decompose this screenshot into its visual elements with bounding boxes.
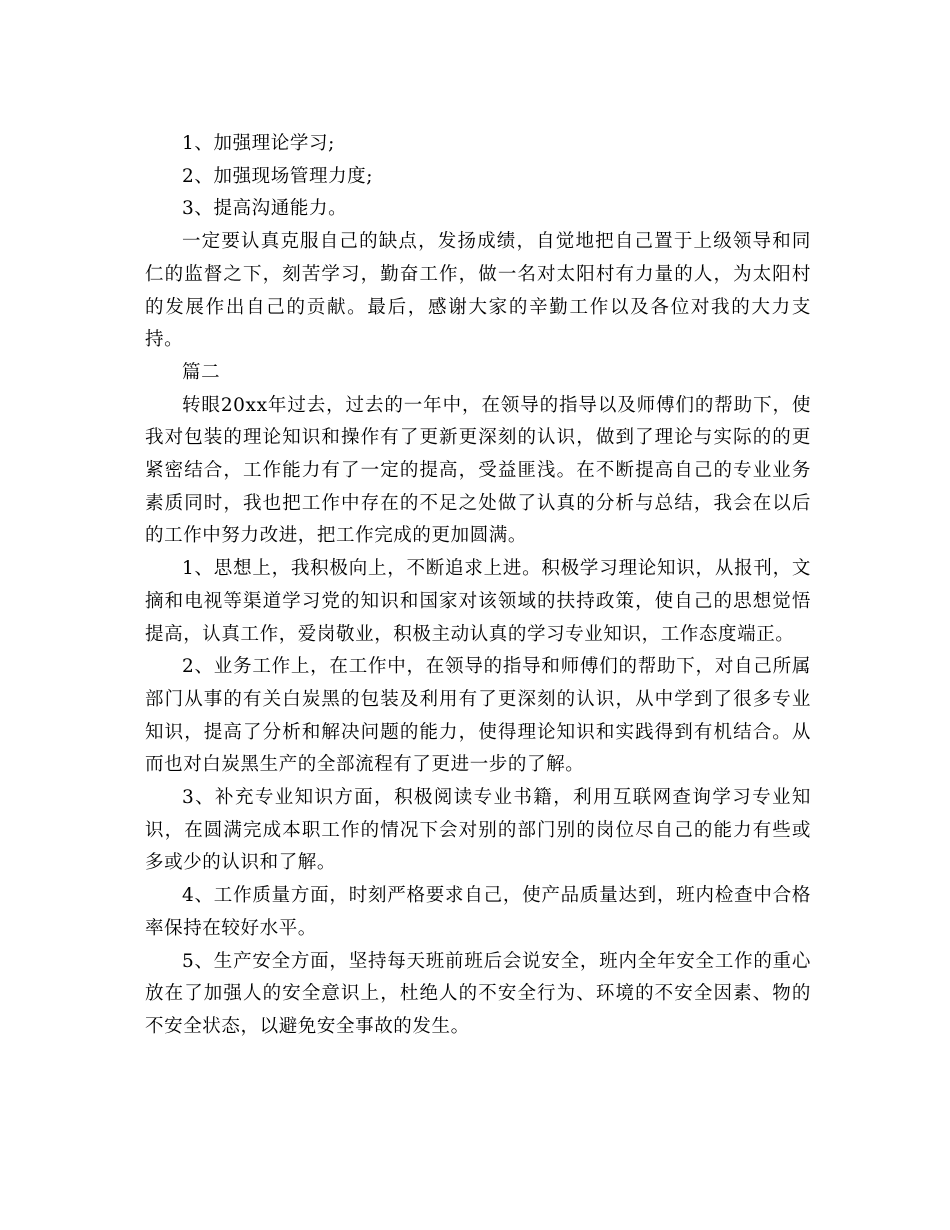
list-item-3: 3、提高沟通能力。 xyxy=(182,198,348,220)
document-body xyxy=(145,128,811,1044)
point-thought: 1、思想上，我积极向上，不断追求上进。积极学习理论知识，从报刊，文摘和电视等渠道学习党的知识和国家对该领域的扶持政策，使自己的思想觉悟提高，认真工作，爱岗敬业，积极主动认真的学习专业知识，工作态度端正。 xyxy=(145,558,811,645)
point-quality: 4、工作质量方面，时刻严格要求自己，使产品质量达到，班内检查中合格率保持在较好水平。 xyxy=(145,885,811,939)
intro-paragraph: 转眼20xx年过去，过去的一年中，在领导的指导以及师傅们的帮助下，使我对包装的理论知识和操作有了更新更深刻的认识，做到了理论与实际的的更紧密结合，工作能力有了一定的提高，受益匪浅。在不断提高自己的专业业务素质同时，我也把工作中存在的不足之处做了认真的分析与总结，我会在以后的工作中努力改进，把工作完成的更加圆满。 xyxy=(145,394,811,547)
closing-paragraph: 一定要认真克服自己的缺点，发扬成绩，自觉地把自己置于上级领导和同仁的监督之下，刻苦学习，勤奋工作，做一名对太阳村有力量的人，为太阳村的发展作出自己的贡献。最后，感谢大家的辛勤工作以及各位对我的大力支持。 xyxy=(145,231,811,351)
point-knowledge: 3、补充专业知识方面，积极阅读专业书籍，利用互联网查询学习专业知识，在圆满完成本职工作的情况下会对别的部门别的岗位尽自己的能力有些或多或少的认识和了解。 xyxy=(145,787,811,874)
list-item-1: 1、加强理论学习; xyxy=(182,133,335,154)
list-item-2: 2、加强现场管理力度; xyxy=(182,165,374,187)
point-safety: 5、生产安全方面，坚持每天班前班后会说安全，班内全年安全工作的重心放在了加强人的安全意识上，杜绝人的不安全行为、环境的不安全因素、物的不安全状态，以避免安全事故的发生。 xyxy=(145,950,811,1037)
section-heading: 篇二 xyxy=(182,361,221,383)
point-business: 2、业务工作上，在工作中，在领导的指导和师傅们的帮助下，对自己所属部门从事的有关白炭黑的包装及利用有了更深刻的认识，从中学到了很多专业知识，提高了分析和解决问题的能力，使得理论知识和实践得到有机结合。从而也对白炭黑生产的全部流程有了更进一步的了解。 xyxy=(145,656,811,776)
